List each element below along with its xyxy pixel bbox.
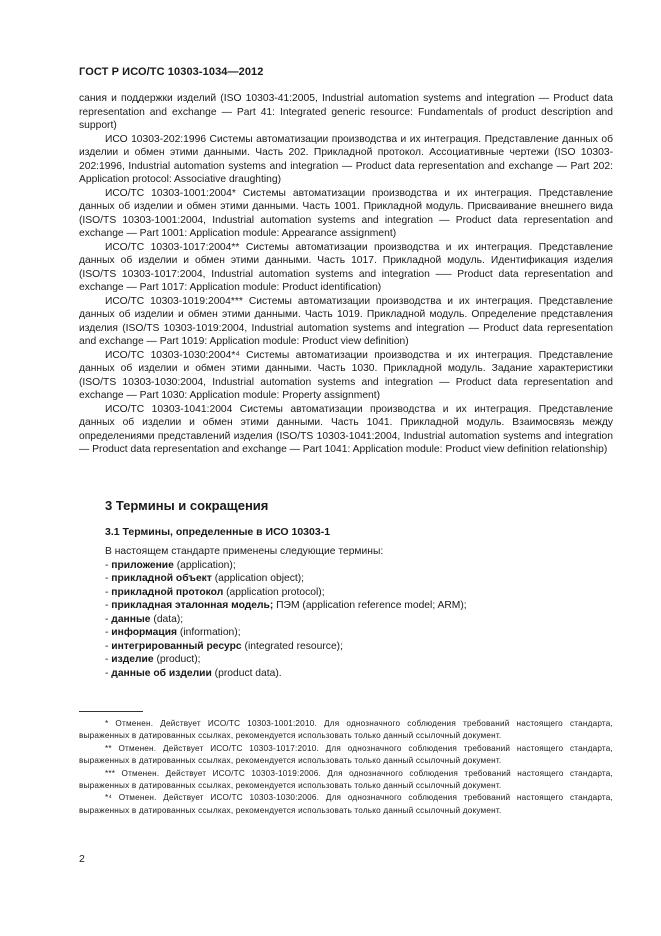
- term-name: интегрированный ресурс: [111, 640, 242, 652]
- term-translation: (product data).: [211, 667, 282, 679]
- term-translation: (integrated resource);: [241, 640, 343, 652]
- reference-paragraph: ИСО/ТС 10303-1017:2004** Системы автоматизации производства и их интеграция. Представление данных об изделии и обмен этими данными. Часть 1017. Прикладной модуль. Идентификация изделия (ISO/TS 10303-1017:2004, Industrial automation systems and integration —– Product data representation and exchange — Part 1017: Application module: Product identification): [79, 241, 613, 293]
- terms-intro: В настоящем стандарте применены следующие термины:: [105, 546, 384, 557]
- term-item: - изделие (product);: [105, 654, 201, 665]
- page-number: 2: [79, 853, 85, 865]
- term-name: изделие: [111, 654, 154, 665]
- term-translation: (information);: [177, 627, 241, 638]
- main-content: [79, 92, 613, 680]
- reference-paragraph: ИСО 10303-202:1996 Системы автоматизации производства и их интеграция. Представление данных об изделии и обмен этими данными. Часть 202. Прикладной протокол. Ассоциативные чертежи (ISO 10303-202:1996, Industrial automation systems and integration — Product data representation and exchange — Part 202: Application protocol: Associative draughting): [79, 133, 613, 185]
- reference-paragraph: ИСО/ТС 10303-1001:2004* Системы автоматизации производства и их интеграция. Представление данных об изделии и обмен этими данными. Часть 1001. Прикладной модуль. Присваивание внешнего вида (ISO/TS 10303-1001:2004, Industrial automation systems and integration — Product data representation and exchange — Part 1001: Application module: Appearance assignment): [79, 187, 613, 239]
- term-name: приложение: [111, 559, 174, 571]
- footnote-divider: [79, 711, 143, 712]
- document-header: ГОСТ Р ИСО/ТС 10303-1034—2012: [79, 66, 264, 78]
- reference-paragraph: ИСО/ТС 10303-1041:2004 Системы автоматизации производства и их интеграция. Представление данных об изделии и обмен этими данными. Часть 1041. Прикладной модуль. Взаимосвязь между определениями представлений изделия (ISO/TS 10303-1041:2004, Industrial automation systems and integration — Product data representation and exchange — Part 1041: Application module: Product view definition relationship): [79, 403, 613, 455]
- term-name: прикладной объект: [111, 573, 212, 584]
- term-translation: (product);: [153, 654, 201, 665]
- terms-list: [105, 559, 613, 681]
- term-item: - интегрированный ресурс (integrated resource);: [105, 640, 343, 652]
- term-name: прикладная эталонная модель;: [111, 600, 274, 611]
- footnote: * Отменен. Действует ИСО/ТС 10303-1001:2010. Для однозначного соблюдения требований настоящего стандарта, выраженных в датированных ссылках, рекомендуется использовать только данный ссылочный документ.: [79, 719, 613, 741]
- paragraph-continuation: сания и поддержки изделий (ISO 10303-41:2005, Industrial automation systems and integration — Product data representation and exchange — Part 41: Integrated generic resource: Fundamentals of product description and support): [79, 93, 613, 131]
- term-name: информация: [111, 627, 178, 638]
- footnote: *** Отменен. Действует ИСО/ТС 10303-1019:2006. Для однозначного соблюдения требований настоящего стандарта, выраженных в датированных ссылках, рекомендуется использовать только данный ссылочный документ.: [79, 768, 613, 791]
- footnote: ** Отменен. Действует ИСО/ТС 10303-1017:2010. Для однозначного соблюдения требований настоящего стандарта, выраженных в датированных ссылках, рекомендуется использовать только данный ссылочный документ.: [79, 743, 613, 766]
- term-translation: (data);: [150, 613, 184, 625]
- term-item: - данные (data);: [105, 613, 184, 625]
- reference-paragraph: ИСО/ТС 10303-1030:2004*⁴ Системы автоматизации производства и их интеграция. Представление данных об изделии и обмен этими данными. Часть 1030. Прикладной модуль. Задание характеристики (ISO/TS 10303-1030:2004, Industrial automation systems and integration — Product data representation and exchange — Part 1030: Application module: Property assignment): [79, 349, 613, 401]
- term-name: прикладной протокол: [111, 586, 224, 598]
- term-item: - прикладной протокол (application protocol);: [105, 586, 325, 598]
- term-translation: (application object);: [211, 573, 305, 584]
- term-item: - приложение (application);: [105, 559, 236, 571]
- footnote: *⁴ Отменен. Действует ИСО/ТС 10303-1030:2006. Для однозначного соблюдения требований настоящего стандарта, выраженных в датированных ссылках, рекомендуется использовать только данный ссылочный документ.: [79, 793, 613, 815]
- footnotes: [79, 718, 613, 817]
- term-item: - данные об изделии (product data).: [105, 667, 282, 679]
- term-name: данные: [111, 613, 151, 625]
- term-translation: (application protocol);: [223, 586, 325, 598]
- subsection-heading: 3.1 Термины, определенные в ИСО 10303-1: [105, 525, 331, 538]
- section-heading: 3 Термины и сокращения: [105, 497, 269, 513]
- term-translation: ПЭМ (application reference model; ARM);: [273, 600, 467, 611]
- term-name: данные об изделии: [111, 667, 212, 679]
- term-item: - информация (information);: [105, 627, 241, 638]
- term-item: - прикладной объект (application object);: [105, 573, 305, 584]
- reference-paragraph: ИСО/ТС 10303-1019:2004*** Системы автоматизации производства и их интеграция. Представление данных об изделии и обмен этими данными. Часть 1019. Прикладной модуль. Определение представления изделия (ISO/TS 10303-1019:2004, Industrial automation systems and integration — Product data representation and exchange — Part 1019: Application module: Product view definition): [79, 295, 613, 347]
- term-translation: (application);: [173, 559, 236, 571]
- term-item: - прикладная эталонная модель; ПЭМ (application reference model; ARM);: [105, 600, 467, 611]
